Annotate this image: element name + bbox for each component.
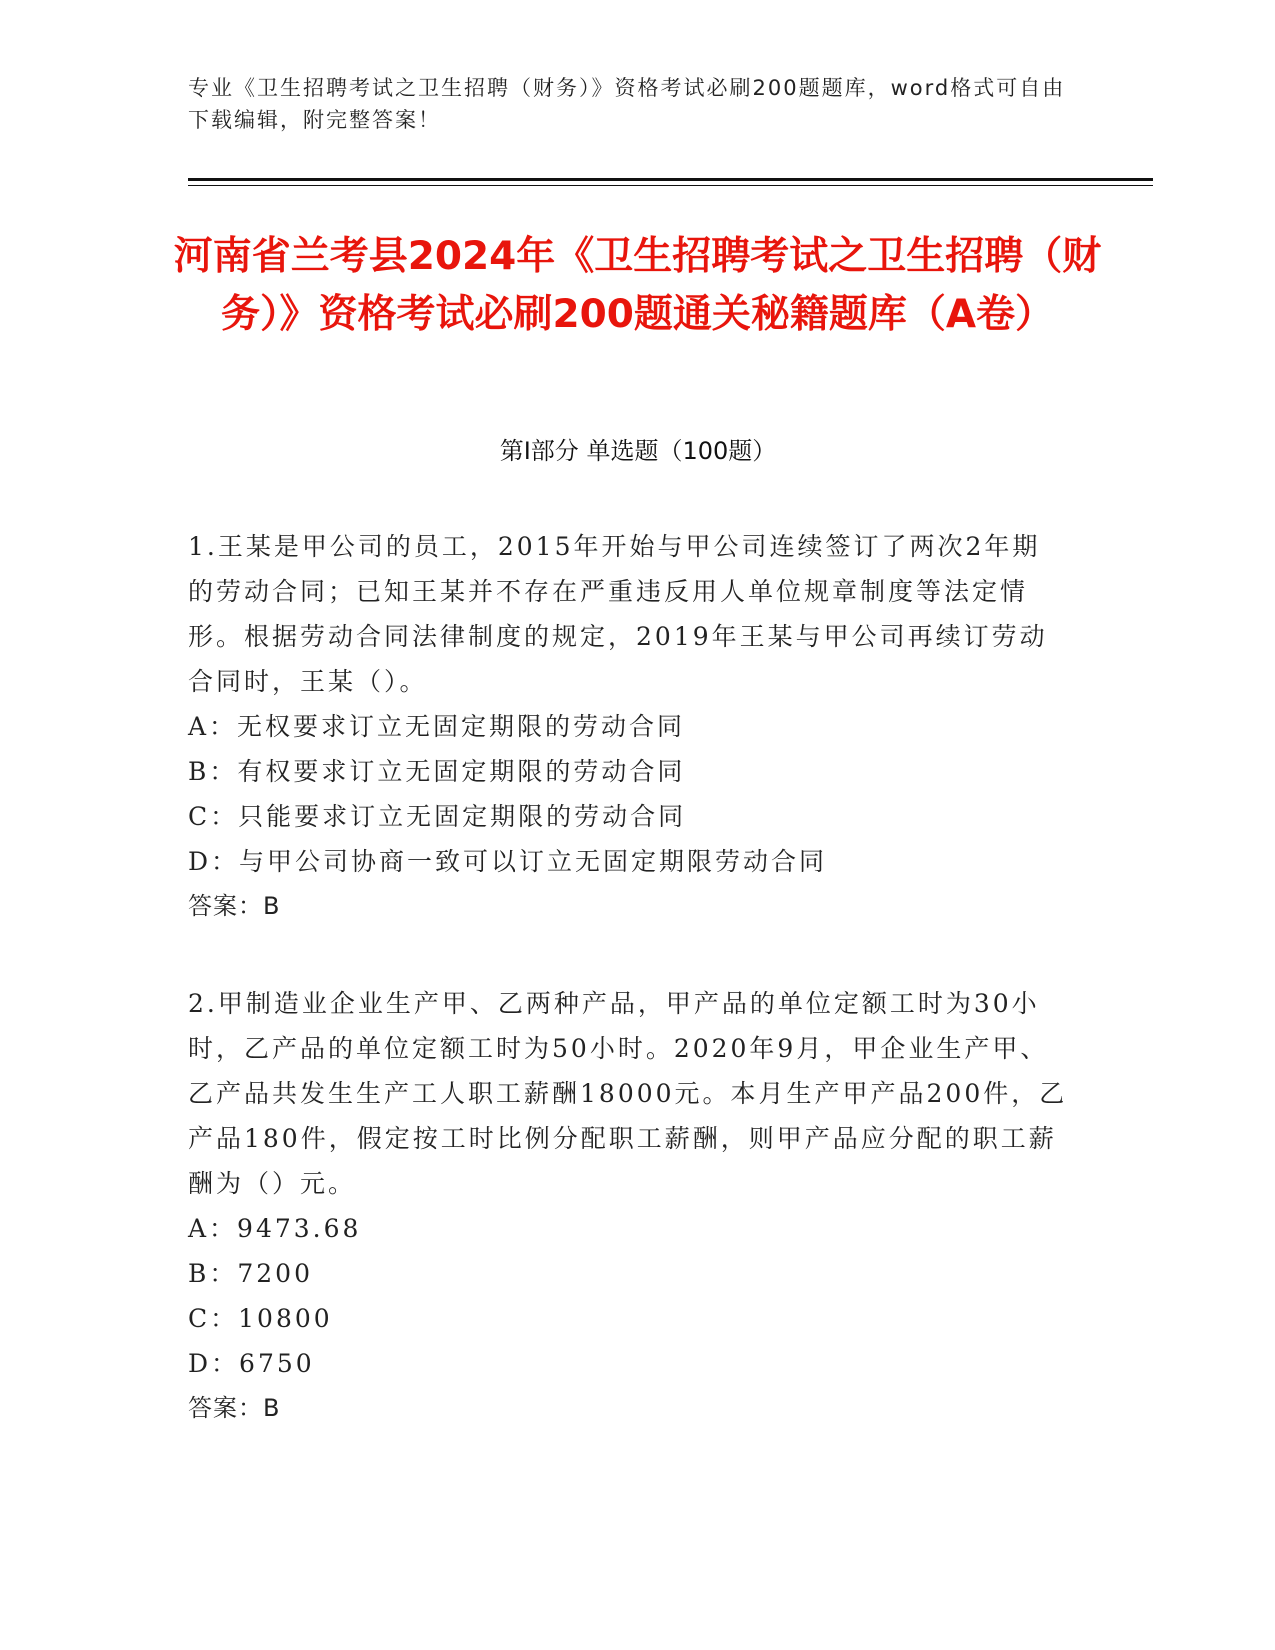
question-1 [188, 524, 1068, 929]
header-note: 专业《卫生招聘考试之卫生招聘（财务）》资格考试必刷200题题库，word格式可自由下载编辑，附完整答案！ [188, 76, 1066, 132]
option-a: A：9473.68 [188, 1214, 362, 1243]
option-b: B：有权要求订立无固定期限的劳动合同 [188, 757, 686, 786]
question-stem: 1.王某是甲公司的员工，2015年开始与甲公司连续签订了两次2年期的劳动合同；已知王某并不存在严重违反用人单位规章制度等法定情形。根据劳动合同法律制度的规定，2019年王某与甲公司再续订劳动合同时，王某（）。 [188, 532, 1048, 696]
document-title: 河南省兰考县2024年《卫生招聘考试之卫生招聘（财务）》资格考试必刷200题通关秘籍题库（A卷） [173, 234, 1102, 337]
option-d: D：6750 [188, 1349, 315, 1378]
question-stem: 2.甲制造业企业生产甲、乙两种产品，甲产品的单位定额工时为30小时，乙产品的单位定额工时为50小时。2020年9月，甲企业生产甲、乙产品共发生生产工人职工薪酬18000元。本月生产甲产品200件，乙产品180件，假定按工时比例分配职工薪酬，则甲产品应分配的职工薪酬为（）元。 [188, 989, 1068, 1198]
option-c: C：只能要求订立无固定期限的劳动合同 [188, 802, 687, 831]
answer: 答案：B [188, 1394, 281, 1422]
header-divider-thick [188, 178, 1153, 181]
answer: 答案：B [188, 892, 281, 920]
header-divider-thin [188, 185, 1153, 186]
option-b: B：7200 [188, 1259, 313, 1288]
question-2 [188, 981, 1068, 1431]
option-c: C：10800 [188, 1304, 333, 1333]
option-d: D：与甲公司协商一致可以订立无固定期限劳动合同 [188, 847, 828, 876]
option-a: A：无权要求订立无固定期限的劳动合同 [188, 712, 686, 741]
section-title: 第Ⅰ部分 单选题（100题） [499, 437, 777, 465]
